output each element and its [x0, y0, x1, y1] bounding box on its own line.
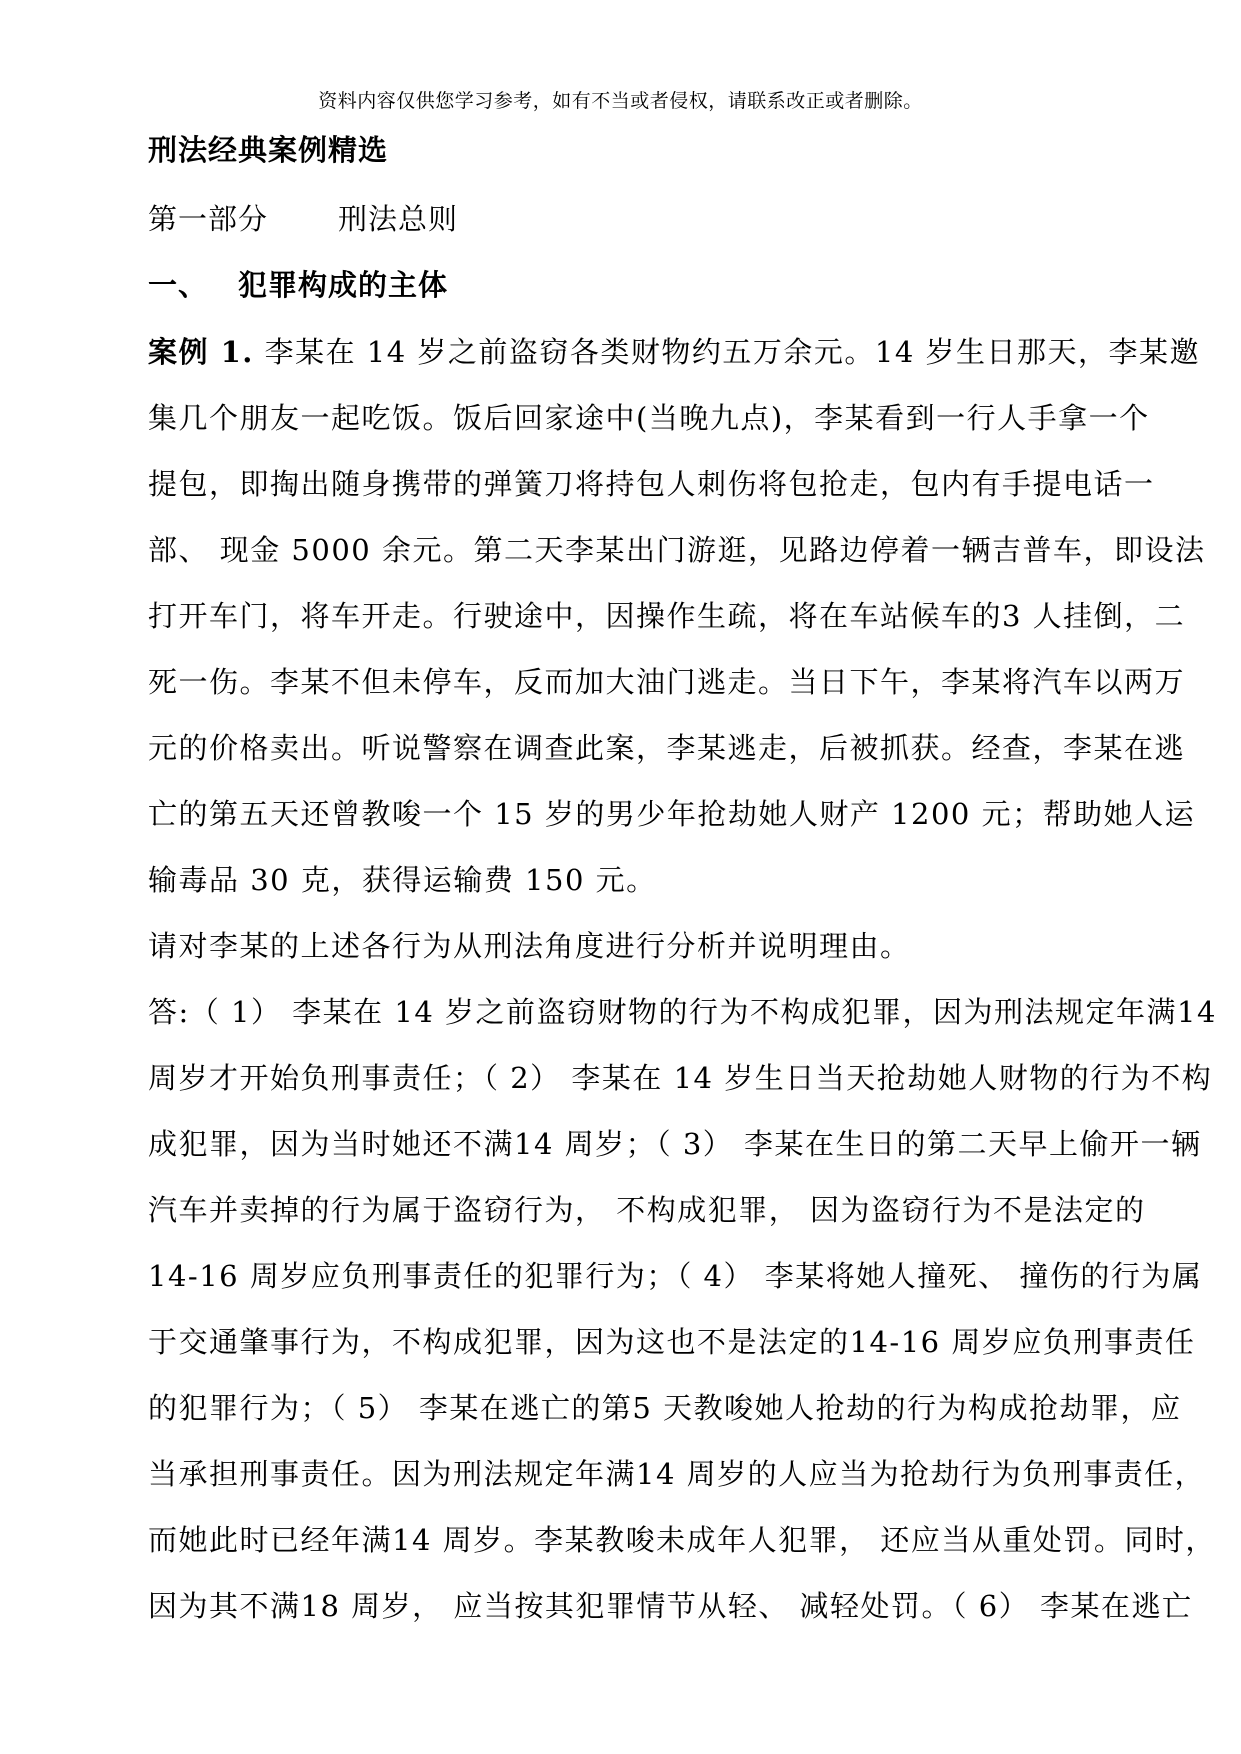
case-line: 集几个朋友一起吃饭。饭后回家途中(当晚九点)，李某看到一行人手拿一个	[148, 401, 1150, 435]
answer-line: 答:（ 1） 李某在 14 岁之前盗窃财物的行为不构成犯罪，因为刑法规定年满14	[148, 995, 1217, 1029]
case-line: 部、 现金 5000 余元。第二天李某出门游逛，见路边停着一辆吉普车，即设法	[148, 533, 1206, 567]
case-line	[148, 330, 1200, 371]
case-line: 亡的第五天还曾教唆一个 15 岁的男少年抢劫她人财产 1200 元；帮助她人运	[148, 797, 1196, 831]
section-name: 犯罪构成的主体	[238, 268, 449, 302]
case-line: 输毒品 30 克，获得运输费 150 元。	[148, 863, 657, 897]
case-line-text: 李某在 14 岁之前盗窃各类财物约五万余元。14 岁生日那天，李某邀	[264, 335, 1201, 369]
answer-line: 而她此时已经年满14 周岁。李某教唆未成年人犯罪， 还应当从重处罚。同时，	[148, 1523, 1216, 1557]
document-title: 刑法经典案例精选	[148, 133, 389, 167]
answer-line: 于交通肇事行为，不构成犯罪，因为这也不是法定的14-16 周岁应负刑事责任	[148, 1325, 1196, 1359]
part-heading	[148, 197, 458, 238]
answer-line: 14-16 周岁应负刑事责任的犯罪行为；（ 4） 李某将她人撞死、 撞伤的行为属	[148, 1259, 1203, 1293]
section-heading	[148, 263, 448, 304]
answer-line: 汽车并卖掉的行为属于盗窃行为， 不构成犯罪， 因为盗窃行为不是法定的	[148, 1193, 1146, 1227]
answer-line: 的犯罪行为；（ 5） 李某在逃亡的第5 天教唆她人抢劫的行为构成抢劫罪，应	[148, 1391, 1182, 1425]
page-header-disclaimer: 资料内容仅供您学习参考，如有不当或者侵权，请联系改正或者删除。	[318, 90, 923, 112]
answer-line: 当承担刑事责任。因为刑法规定年满14 周岁的人应当为抢劫行为负刑事责任，	[148, 1457, 1206, 1491]
case-line: 打开车门，将车开走。行驶途中，因操作生疏，将在车站候车的3 人挂倒，二	[148, 599, 1186, 633]
section-number: 一、	[148, 268, 209, 302]
case-line: 死一伤。李某不但未停车，反而加大油门逃走。当日下午，李某将汽车以两万	[148, 665, 1186, 699]
answer-line: 因为其不满18 周岁， 应当按其犯罪情节从轻、 减轻处罚。（ 6） 李某在逃亡	[148, 1589, 1193, 1623]
case-line: 元的价格卖出。听说警察在调查此案，李某逃走，后被抓获。经查，李某在逃	[148, 731, 1186, 765]
case-line: 提包，即掏出随身携带的弹簧刀将持包人刺伤将包抢走，包内有手提电话一	[148, 467, 1155, 501]
answer-line: 周岁才开始负刑事责任；（ 2） 李某在 14 岁生日当天抢劫她人财物的行为不构	[148, 1061, 1213, 1095]
part-name: 刑法总则	[338, 202, 459, 236]
answer-line: 成犯罪，因为当时她还不满14 周岁；（ 3） 李某在生日的第二天早上偷开一辆	[148, 1127, 1202, 1161]
part-number: 第一部分	[148, 202, 269, 236]
question-text: 请对李某的上述各行为从刑法角度进行分析并说明理由。	[148, 929, 911, 963]
case-label: 案例 1.	[148, 335, 254, 369]
